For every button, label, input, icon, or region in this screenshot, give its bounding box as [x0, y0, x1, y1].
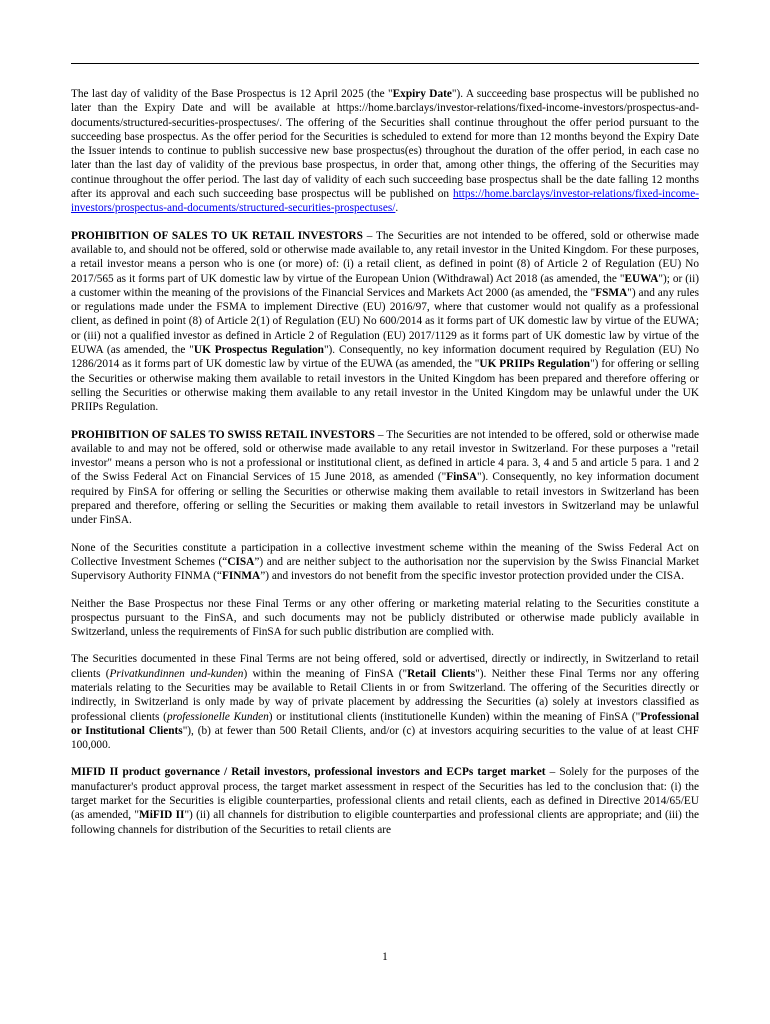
text-run: ”) and are neither subject to the authorisation nor the supervision by the Swiss Financial Market Supervisory Authority FINMA (“	[71, 555, 700, 583]
defined-term: EUWA	[624, 272, 659, 285]
defined-term: Expiry Date	[392, 88, 452, 100]
text-run: The Securities documented in these Final Terms are not being offered, sold or advertised, directly or indirectly, in Switzerland to retail clients (	[71, 653, 699, 680]
text-run: ") (ii) all channels for distribution to eligible counterparties and professional clients are appropriate; and (iii) the following channels for distribution of the Securities to retail clients are	[71, 809, 700, 836]
defined-term: MiFID II	[139, 809, 185, 822]
defined-term: FinSA	[446, 471, 477, 484]
finsa-prospectus-paragraph	[71, 597, 699, 640]
defined-term: UK PRIIPs Regulation	[479, 358, 591, 371]
document-body	[71, 87, 699, 837]
defined-term: Professional or Institutional Clients	[71, 710, 699, 737]
swiss-offering-paragraph	[71, 652, 699, 752]
header-rule	[71, 63, 699, 64]
text-run: – The Securities are not intended to be offered, sold or otherwise made available to and may not be offered, sold or otherwise made available to any retail investor in Switzerland. For these purposes a "retail investor" means a person who is not a professional or institutional client, as defined in article 4 para. 3, 4 and 5 and article 5 para. 1 and 2 of the Swiss Federal Act on Financial Services of 15 June 2018, as amended ("	[71, 428, 700, 484]
defined-term: Retail Clients	[407, 667, 476, 680]
text-run: Neither the Base Prospectus nor these Final Terms or any other offering or marketing material relating to the Securities constitute a prospectus pursuant to the FinSA, and such documents may not be publicly distributed or otherwise made publicly available in Switzerland, unless the requirements of FinSA for such public distribution are complied with.	[71, 597, 699, 639]
text-run: "). Consequently, no key information document required by Regulation (EU) No 1286/2014 as it forms part of UK domestic law by virtue of the EUWA (as amended, the "	[71, 344, 700, 371]
section-heading: PROHIBITION OF SALES TO SWISS RETAIL INVESTORS	[71, 428, 375, 441]
cisa-paragraph	[71, 541, 699, 584]
italic-term: professionelle Kunden	[166, 710, 269, 723]
prospectus-link[interactable]: https://home.barclays/investor-relations/fixed-income-investors/prospectus-and-documents/structured-securities-prospectuses/	[71, 188, 699, 215]
italic-term: Privatkundinnen und-kunden	[109, 667, 244, 680]
text-run: ") and any rules or regulations made under the FSMA to implement Directive (EU) 2016/97, where that customer would not qualify as a professional client, as defined in point (8) of Article 2(1) of Regulation (EU) No 600/2014 as it forms part of UK domestic law by virtue of the EUWA; or (iii) not a qualified investor as defined in Article 2 of Regulation (EU) 2017/1129 as it forms part of UK domestic law by virtue of the EUWA (as amended, the "	[71, 286, 699, 357]
text-run: – The Securities are not intended to be offered, sold or otherwise made available to, and should not be offered, sold or otherwise made available to, any retail investor in the United Kingdom. For these purposes, a retail investor means a person who is one (or more) of: (i) a retail client, as defined in point (8) of Article 2 of Regulation (EU) No 2017/565 as it forms part of UK domestic law by virtue of the European Union (Withdrawal) Act 2018 (as amended, the "	[71, 229, 699, 285]
swiss-retail-prohibition-paragraph	[71, 428, 699, 528]
text-run: "). Neither these Final Terms nor any offering materials relating to the Securities may be available to Retail Clients in or from Switzerland. The offering of the Securities directly or indirectly, in Switzerland is only made by way of private placement by addressing the Securities (a) solely at investors classified as professional clients (	[71, 667, 699, 723]
uk-retail-prohibition-paragraph	[71, 229, 699, 415]
text-run: "); or (ii) a customer within the meaning of the provisions of the Financial Services and Markets Act 2000 (as amended, the "	[71, 272, 699, 299]
section-heading: MIFID II product governance / Retail investors, professional investors and ECPs target market	[71, 766, 546, 779]
expiry-date-paragraph	[71, 87, 699, 216]
text-run: The last day of validity of the Base Prospectus is 12 April 2025 (the "	[71, 88, 393, 100]
text-run: ) or institutional clients (institutionelle Kunden) within the meaning of FinSA ("	[268, 710, 641, 723]
text-run: ”) and investors do not benefit from the specific investor protection provided under the CISA.	[260, 570, 685, 583]
defined-term: CISA	[227, 555, 255, 568]
text-run: ) within the meaning of FinSA ("	[243, 667, 408, 680]
text-run: "). Consequently, no key information document required by FinSA for offering or selling the Securities or otherwise making them available to retail investors in Switzerland has been prepared and therefore, offering or selling the Securities or making them available to retail investors in Switzerland may be unlawful under FinSA.	[71, 471, 699, 527]
text-run: ") for offering or selling the Securities or otherwise making them available to retail investors in the United Kingdom has been prepared and therefore offering or selling the Securities or otherwise making them available to any retail investor in the United Kingdom may be unlawful under the UK PRIIPs Regulation.	[71, 358, 699, 414]
text-run: .	[395, 202, 399, 215]
text-run: – Solely for the purposes of the manufacturer's product approval process, the target market assessment in respect of the Securities has led to the conclusion that: (i) the target market for the Securities is eligible counterparties, professional clients and retail clients, each as defined in Directive 2014/65/EU (as amended, "	[71, 766, 699, 822]
defined-term: FSMA	[595, 286, 628, 299]
text-run: "). A succeeding base prospectus will be published no later than the Expiry Date and will be available at https://home.barclays/investor-relations/fixed-income-investors/prospectus-and-documents/structured-securities-prospectuses/. The offering of the Securities shall continue throughout the offer period pursuant to the succeeding base prospectus. As the offer period for the Securities is scheduled to extend for more than 12 months beyond the Expiry Date the Issuer intends to continue to publish successive new base prospectus(es) throughout the duration of the offer period, in each case no later than the last day of validity of the previous base prospectus, in order that, among other things, the offering of the Securities may continue throughout the offer period. The last day of validity of each such succeeding base prospectus shall be the date falling 12 months after its approval and each such succeeding base prospectus will be published on	[71, 88, 699, 201]
defined-term: FINMA	[221, 570, 261, 583]
defined-term: UK Prospectus Regulation	[193, 344, 324, 357]
text-run: "), (b) at fewer than 500 Retail Clients, and/or (c) at investors acquiring securities to the value of at least CHF 100,000.	[71, 724, 699, 752]
section-heading: PROHIBITION OF SALES TO UK RETAIL INVESTORS	[71, 229, 363, 242]
page-number: 1	[382, 951, 388, 963]
mifid-governance-paragraph	[71, 765, 699, 836]
text-run: None of the Securities constitute a participation in a collective investment scheme within the meaning of the Swiss Federal Act on Collective Investment Schemes (“	[71, 541, 699, 568]
